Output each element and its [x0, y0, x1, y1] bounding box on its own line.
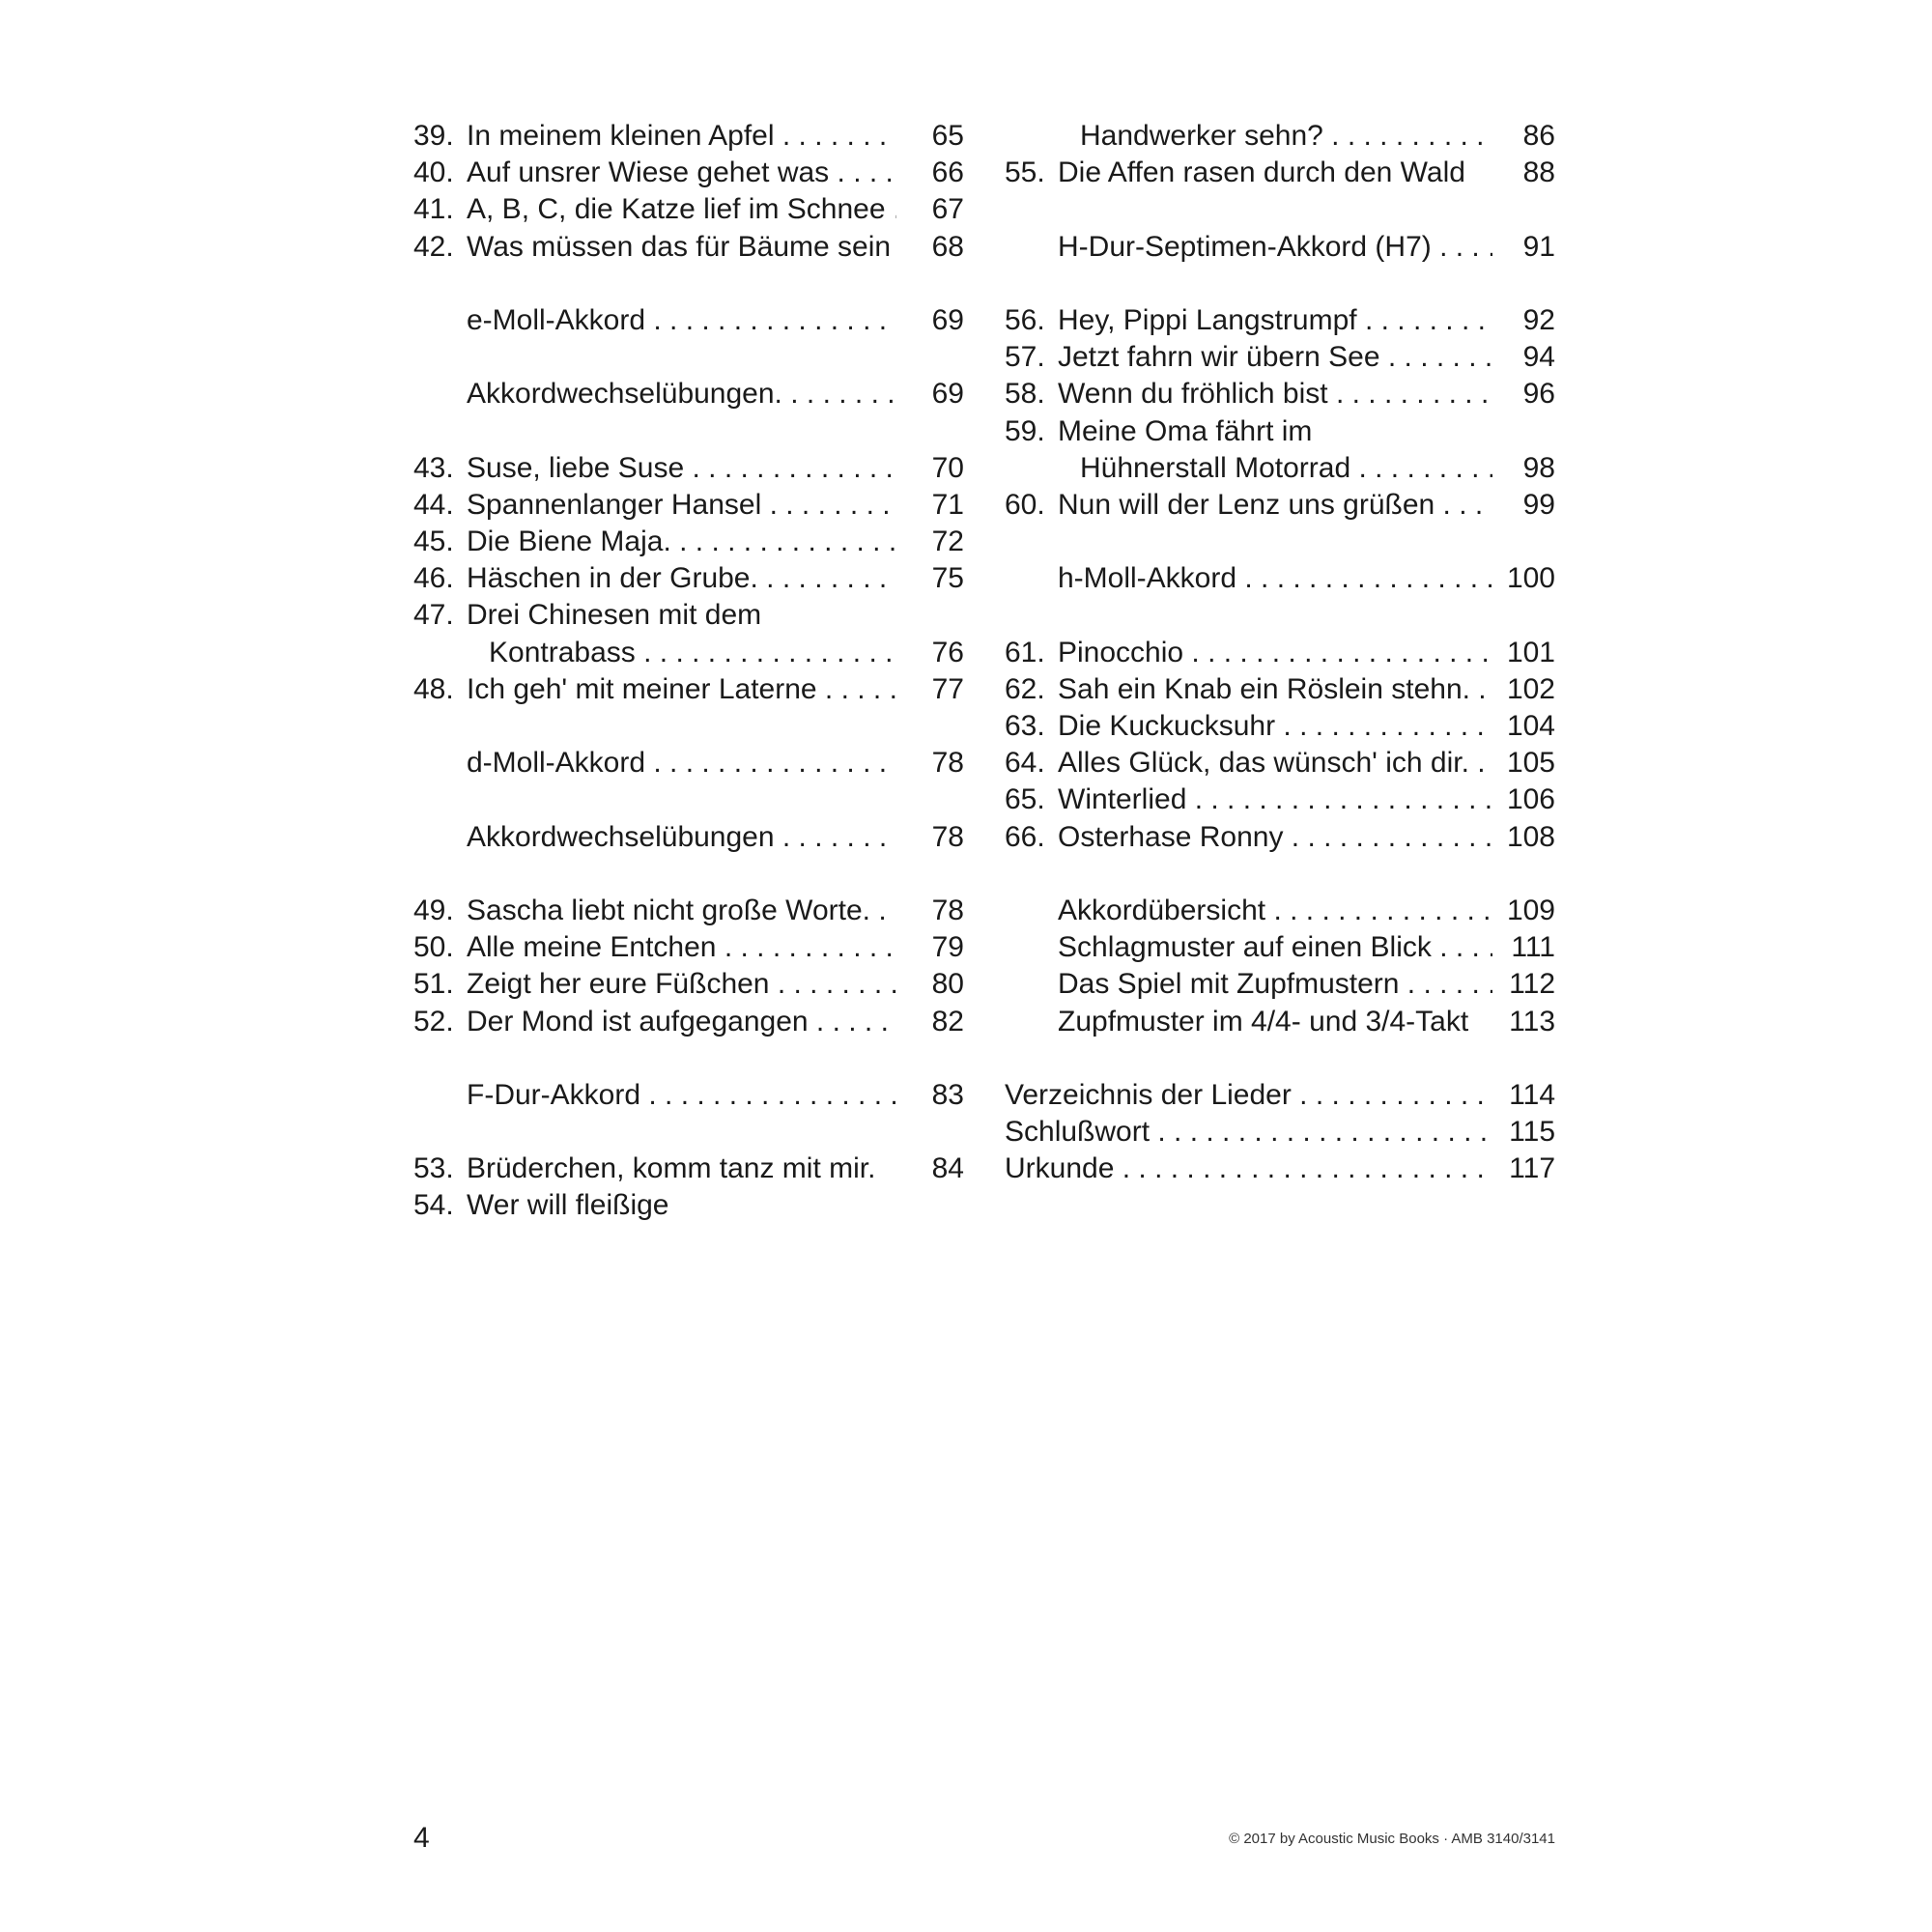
toc-entry-number: 54.	[413, 1189, 454, 1222]
toc-entry-title	[467, 966, 896, 1003]
toc-entry-number: 51.	[413, 968, 454, 1001]
toc-entry-page: 98	[1522, 451, 1555, 484]
toc-entry-title	[1058, 671, 1492, 708]
toc-entry-title-text: Häschen in der Grube.	[467, 562, 758, 595]
toc-spacer	[413, 708, 964, 745]
toc-entry-title	[1058, 929, 1492, 966]
toc-entry	[413, 524, 964, 560]
toc-entry-title-text: Meine Oma fährt im	[1058, 414, 1313, 447]
toc-entry-title	[1058, 819, 1492, 856]
toc-entry-page: 94	[1522, 341, 1555, 374]
toc-entry-title-text: Alle meine Entchen	[467, 931, 717, 964]
toc-entry-title	[467, 1004, 896, 1040]
toc-entry-page: 108	[1506, 820, 1555, 853]
toc-entry-title-text: Akkordwechselübungen	[467, 820, 775, 853]
toc-entry-title	[467, 560, 896, 597]
toc-entry-title	[1058, 560, 1492, 597]
toc-entry-title	[467, 929, 896, 966]
toc-entry-page: 72	[931, 526, 964, 558]
toc-entry-title	[1058, 893, 1492, 929]
toc-entry	[413, 376, 964, 412]
toc-entry-title	[467, 191, 896, 228]
toc-entry-title	[467, 302, 896, 339]
toc-spacer	[1005, 597, 1555, 634]
toc-entry-number: 39.	[413, 120, 454, 152]
toc-entry-number: 49.	[413, 894, 454, 926]
toc-entry-title	[1005, 1114, 1492, 1151]
toc-entry-title-text: Zeigt her eure Füßchen	[467, 968, 770, 1001]
toc-entry	[1005, 487, 1555, 524]
toc-entry-title	[467, 1187, 896, 1224]
toc-entry-title-text: Die Affen rasen durch den Wald	[1058, 156, 1465, 189]
toc-spacer	[413, 413, 964, 450]
toc-entry-page: 66	[931, 156, 964, 189]
toc-entry	[1005, 781, 1555, 818]
toc-entry-number: 46.	[413, 562, 454, 595]
toc-spacer	[413, 1114, 964, 1151]
toc-entry-title	[467, 376, 896, 412]
toc-entry	[413, 819, 964, 856]
toc-entry-number: 47.	[413, 599, 454, 632]
toc-spacer	[413, 781, 964, 818]
toc-entry-page: 88	[1522, 156, 1555, 189]
toc-entry	[1005, 1151, 1555, 1187]
toc-entry-page: 114	[1509, 1078, 1555, 1111]
toc-entry-number: 66.	[1005, 820, 1045, 853]
toc-entry-page: 76	[931, 636, 964, 668]
toc-entry-title-text: d-Moll-Akkord	[467, 747, 646, 780]
toc-entry-page: 102	[1506, 672, 1555, 705]
toc-spacer	[413, 266, 964, 302]
toc-spacer	[1005, 856, 1555, 893]
toc-entry-title	[467, 450, 896, 487]
toc-entry	[1005, 413, 1555, 450]
toc-entry-title-text: Spannenlanger Hansel	[467, 488, 762, 521]
toc-entry-title-text: Das Spiel mit Zupfmustern	[1058, 968, 1400, 1001]
toc-entry-title	[1058, 781, 1492, 818]
toc-entry-number: 59.	[1005, 414, 1045, 447]
toc-entry-title	[467, 229, 896, 266]
toc-entry	[1005, 302, 1555, 339]
toc-entry-title-text: Die Kuckucksuhr	[1058, 710, 1276, 742]
toc-entry-page: 82	[931, 1005, 964, 1037]
toc-entry	[413, 1077, 964, 1114]
toc-entry-title-text: In meinem kleinen Apfel	[467, 120, 775, 152]
toc-entry-number: 65.	[1005, 783, 1045, 816]
toc-entry	[1005, 339, 1555, 376]
toc-entry-number: 42.	[413, 230, 454, 263]
toc-entry-title	[1058, 745, 1492, 781]
toc-left-column	[413, 118, 964, 1225]
toc-entry-page: 112	[1509, 968, 1555, 1001]
toc-spacer	[413, 339, 964, 376]
toc-entry	[1005, 671, 1555, 708]
toc-entry-page: 69	[931, 378, 964, 411]
toc-entry	[413, 1004, 964, 1040]
toc-entry-number: 62.	[1005, 672, 1045, 705]
toc-entry-page: 83	[931, 1078, 964, 1111]
page-number: 4	[413, 1822, 430, 1854]
toc-entry-title	[1058, 155, 1492, 191]
toc-entry-title-text: Drei Chinesen mit dem	[467, 599, 762, 632]
toc-entry	[413, 302, 964, 339]
toc-entry	[1005, 560, 1555, 597]
toc-entry	[413, 560, 964, 597]
toc-entry-number: 56.	[1005, 303, 1045, 336]
toc-entry-number: 55.	[1005, 156, 1045, 189]
toc-entry	[1005, 1004, 1555, 1040]
toc-entry-title	[467, 155, 896, 191]
toc-entry-page: 77	[931, 672, 964, 705]
toc-entry	[413, 929, 964, 966]
toc-entry-number: 41.	[413, 193, 454, 226]
toc-entry-title-text: Handwerker sehn?	[1080, 120, 1323, 152]
toc-entry	[1005, 745, 1555, 781]
toc-entry	[413, 1187, 964, 1224]
toc-entry-title	[1058, 376, 1492, 412]
toc-entry-title	[467, 819, 896, 856]
toc-entry-number: 61.	[1005, 636, 1045, 668]
toc-entry-page: 68	[931, 230, 964, 263]
toc-entry-page: 91	[1522, 230, 1555, 263]
toc-entry-title	[467, 597, 896, 634]
toc-entry-page: 100	[1506, 562, 1555, 595]
toc-entry	[413, 191, 964, 228]
toc-entry	[1005, 819, 1555, 856]
toc-entry-title-text: Akkordübersicht	[1058, 894, 1266, 926]
toc-entry-page: 67	[931, 193, 964, 226]
toc-entry	[1005, 708, 1555, 745]
toc-entry-title-text: H-Dur-Septimen-Akkord (H7)	[1058, 230, 1432, 263]
toc-entry-title	[467, 1151, 896, 1187]
toc-entry-page: 111	[1511, 931, 1555, 964]
toc-entry-number: 44.	[413, 488, 454, 521]
copyright-notice: © 2017 by Acoustic Music Books · AMB 3140/3141	[1229, 1831, 1555, 1847]
toc-entry	[413, 966, 964, 1003]
toc-entry	[1005, 893, 1555, 929]
toc-entry-page: 106	[1506, 783, 1555, 816]
toc-entry	[413, 671, 964, 708]
toc-entry-number: 43.	[413, 451, 454, 484]
toc-entry-page: 99	[1522, 488, 1555, 521]
toc-entry	[413, 229, 964, 266]
toc-entry-number: 64.	[1005, 747, 1045, 780]
toc-entry	[413, 635, 964, 671]
toc-entry	[413, 893, 964, 929]
toc-entry-number: 53.	[413, 1152, 454, 1185]
toc-entry-title-text: Zupfmuster im 4/4- und 3/4-Takt	[1058, 1005, 1469, 1037]
toc-entry-title-text: Schlagmuster auf einen Blick	[1058, 931, 1432, 964]
toc-entry-title-text: Der Mond ist aufgegangen	[467, 1005, 809, 1037]
toc-entry-title	[467, 1077, 896, 1114]
toc-entry-title-text: Nun will der Lenz uns grüßen	[1058, 488, 1435, 521]
toc-entry-title-text: Kontrabass	[489, 636, 636, 668]
toc-entry-number: 48.	[413, 672, 454, 705]
toc-entry-page: 109	[1506, 894, 1555, 926]
toc-entry-page: 84	[931, 1152, 964, 1185]
toc-spacer	[413, 1040, 964, 1077]
toc-entry-title-text: Winterlied	[1058, 783, 1187, 816]
toc-entry-title	[1058, 229, 1492, 266]
toc-entry-title-text: F-Dur-Akkord	[467, 1078, 641, 1111]
toc-entry-title	[467, 671, 896, 708]
toc-entry-page: 104	[1506, 710, 1555, 742]
toc-entry-number: 60.	[1005, 488, 1045, 521]
toc-entry	[1005, 450, 1555, 487]
toc-entry	[1005, 118, 1555, 155]
toc-entry	[413, 745, 964, 781]
toc-entry-page: 96	[1522, 378, 1555, 411]
toc-entry-title-text: Die Biene Maja.	[467, 526, 671, 558]
toc-entry-title-text: Was müssen das für Bäume sein	[467, 230, 892, 263]
toc-entry-title	[467, 118, 896, 155]
toc-entry-title	[489, 635, 896, 671]
toc-entry-title-text: Brüderchen, komm tanz mit mir.	[467, 1152, 876, 1185]
toc-entry-page: 113	[1509, 1005, 1555, 1037]
toc-entry-title-text: A, B, C, die Katze lief im Schnee	[467, 193, 886, 226]
toc-entry-title-text: Ich geh' mit meiner Laterne	[467, 672, 817, 705]
toc-entry-title	[467, 524, 896, 560]
toc-entry-title	[1058, 1004, 1492, 1040]
toc-entry-number: 57.	[1005, 341, 1045, 374]
toc-entry	[413, 1151, 964, 1187]
toc-entry-title	[467, 893, 896, 929]
toc-entry-page: 65	[931, 120, 964, 152]
toc-entry	[1005, 1114, 1555, 1151]
toc-entry-page: 70	[931, 451, 964, 484]
toc-entry-title-text: Sah ein Knab ein Röslein stehn.	[1058, 672, 1470, 705]
toc-entry-page: 78	[931, 894, 964, 926]
toc-entry-number: 58.	[1005, 378, 1045, 411]
toc-entry-title-text: Verzeichnis der Lieder	[1005, 1078, 1292, 1111]
toc-entry-title-text: Auf unsrer Wiese gehet was	[467, 156, 830, 189]
toc-entry	[1005, 929, 1555, 966]
toc-entry-title-text: Alles Glück, das wünsch' ich dir.	[1058, 747, 1469, 780]
toc-entry	[1005, 1077, 1555, 1114]
toc-entry-page: 105	[1506, 747, 1555, 780]
toc-spacer	[1005, 191, 1555, 228]
toc-entry-page: 75	[931, 562, 964, 595]
toc-entry-page: 115	[1509, 1116, 1555, 1149]
toc-entry-number: 45.	[413, 526, 454, 558]
toc-entry	[1005, 966, 1555, 1003]
toc-spacer	[413, 856, 964, 893]
toc-entry-title	[467, 745, 896, 781]
toc-entry	[413, 450, 964, 487]
toc-entry-page: 117	[1509, 1152, 1555, 1185]
toc-entry	[413, 155, 964, 191]
toc-entry-title-text: Pinocchio	[1058, 636, 1184, 668]
toc-entry-page: 86	[1522, 120, 1555, 152]
toc-spacer	[1005, 266, 1555, 302]
toc-entry-page: 79	[931, 931, 964, 964]
toc-entry-title-text: Hey, Pippi Langstrumpf	[1058, 303, 1357, 336]
toc-entry-title	[1058, 966, 1492, 1003]
toc-entry	[413, 597, 964, 634]
toc-entry-title	[467, 487, 896, 524]
toc-entry-title	[1058, 708, 1492, 745]
toc-entry-title-text: h-Moll-Akkord	[1058, 562, 1237, 595]
toc-entry	[413, 487, 964, 524]
toc-entry-page: 78	[931, 747, 964, 780]
toc-entry-page: 101	[1506, 636, 1555, 668]
toc-entry-page: 92	[1522, 303, 1555, 336]
toc-entry-title-text: Schlußwort	[1005, 1116, 1151, 1149]
toc-entry	[1005, 155, 1555, 191]
toc-entry	[413, 118, 964, 155]
toc-entry-title	[1058, 487, 1492, 524]
toc-entry	[1005, 229, 1555, 266]
toc-entry-page: 69	[931, 303, 964, 336]
toc-entry-page: 80	[931, 968, 964, 1001]
toc-entry-title-text: Sascha liebt nicht große Worte.	[467, 894, 870, 926]
toc-entry	[1005, 376, 1555, 412]
toc-entry-title-text: Hühnerstall Motorrad	[1080, 451, 1351, 484]
toc-entry-title	[1058, 413, 1492, 450]
toc-entry-title-text: Jetzt fahrn wir übern See	[1058, 341, 1380, 374]
toc-entry-title-text: Wer will fleißige	[467, 1189, 669, 1222]
toc-entry-title-text: Suse, liebe Suse	[467, 451, 685, 484]
toc-entry-title-text: e-Moll-Akkord	[467, 303, 646, 336]
toc-entry-page: 78	[931, 820, 964, 853]
toc-entry-title-text: Akkordwechselübungen.	[467, 378, 782, 411]
toc-entry-title	[1005, 1077, 1492, 1114]
toc-entry-title	[1058, 339, 1492, 376]
toc-entry-number: 63.	[1005, 710, 1045, 742]
toc-entry-title	[1005, 1151, 1492, 1187]
toc-entry-title	[1058, 635, 1492, 671]
toc-entry-title	[1080, 118, 1492, 155]
toc-entry-title	[1080, 450, 1492, 487]
toc-spacer	[1005, 524, 1555, 560]
toc-entry-number: 40.	[413, 156, 454, 189]
toc-right-column	[1005, 118, 1555, 1187]
toc-entry	[1005, 635, 1555, 671]
toc-entry-number: 50.	[413, 931, 454, 964]
toc-spacer	[1005, 1040, 1555, 1077]
toc-entry-title	[1058, 302, 1492, 339]
toc-entry-title-text: Osterhase Ronny	[1058, 820, 1284, 853]
toc-entry-title-text: Urkunde	[1005, 1152, 1115, 1185]
toc-entry-page: 71	[931, 488, 964, 521]
toc-entry-title-text: Wenn du fröhlich bist	[1058, 378, 1328, 411]
toc-entry-number: 52.	[413, 1005, 454, 1037]
